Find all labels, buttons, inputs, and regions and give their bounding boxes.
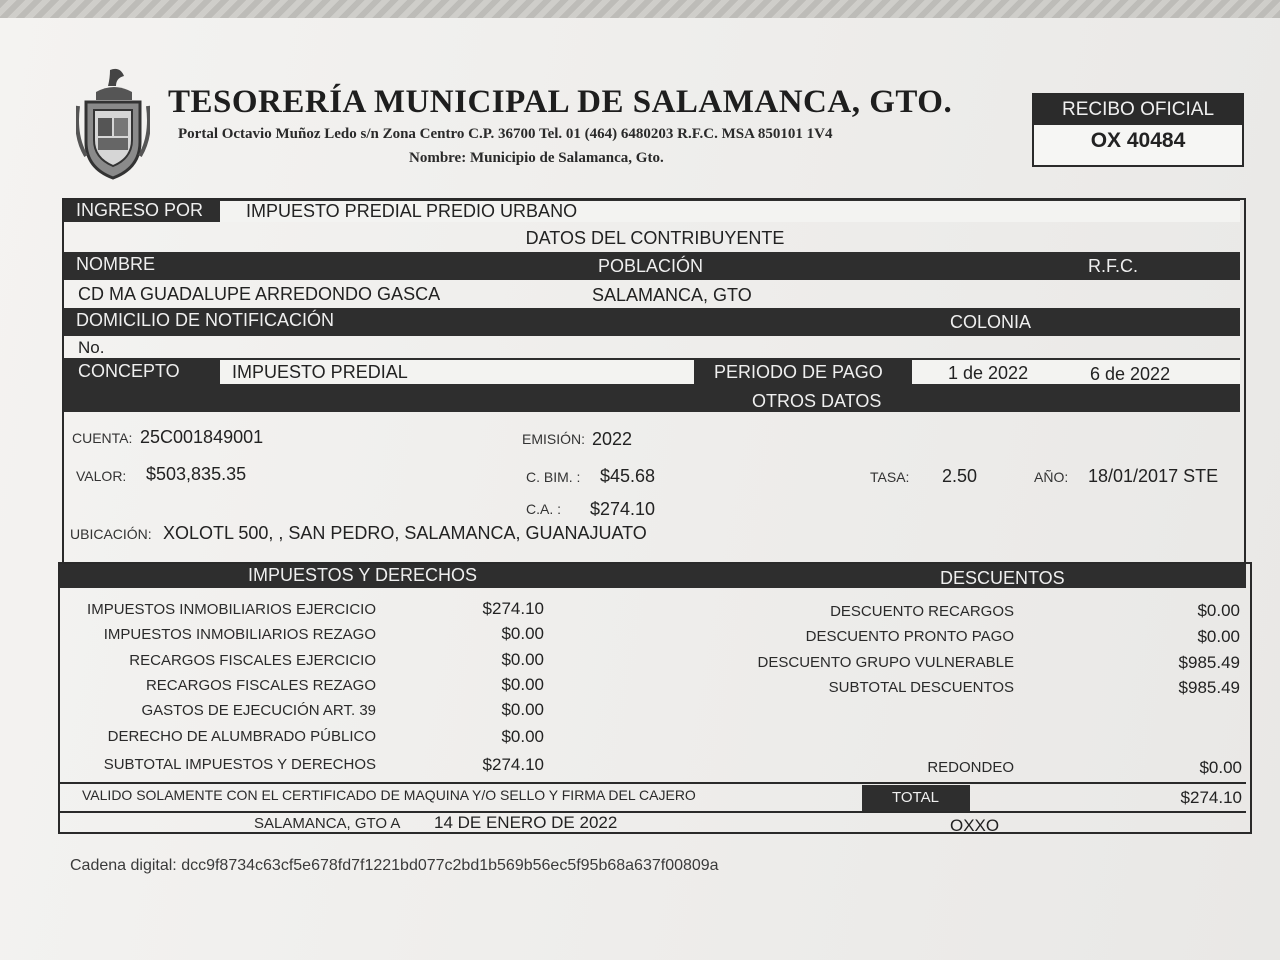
descuento-row-label: DESCUENTO GRUPO VULNERABLE bbox=[757, 654, 1014, 671]
treasury-name-line: Nombre: Municipio de Salamanca, Gto. bbox=[409, 150, 664, 166]
valor-value: $503,835.35 bbox=[146, 464, 247, 484]
recibo-label: RECIBO OFICIAL bbox=[1034, 95, 1242, 125]
redondeo-amount: $0.00 bbox=[1199, 758, 1242, 777]
impuesto-row-label: IMPUESTOS INMOBILIARIOS REZAGO bbox=[103, 626, 376, 643]
treasury-title: TESORERÍA MUNICIPAL DE SALAMANCA, GTO. bbox=[168, 84, 953, 120]
tasa-label: TASA: bbox=[870, 469, 910, 485]
concepto-label: CONCEPTO bbox=[78, 361, 180, 381]
impuesto-row-label: RECARGOS FISCALES EJERCICIO bbox=[129, 652, 376, 669]
cadena-digital: Cadena digital: dcc9f8734c63cf5e678fd7f1221bd077c2bd1b569b56ec5f95b68a637f00809a bbox=[70, 857, 719, 874]
coat-of-arms-icon bbox=[76, 66, 150, 184]
otros-datos-title: OTROS DATOS bbox=[752, 391, 882, 411]
datos-contribuyente-title: DATOS DEL CONTRIBUYENTE bbox=[525, 228, 785, 248]
divider bbox=[60, 782, 1246, 784]
impuesto-row-amount: $274.10 bbox=[482, 599, 544, 618]
numero-label: No. bbox=[78, 338, 105, 357]
total-amount: $274.10 bbox=[1180, 788, 1242, 807]
impuesto-row-amount: $0.00 bbox=[501, 650, 544, 669]
anio-label: AÑO: bbox=[1034, 469, 1069, 485]
ca-label: C.A. : bbox=[526, 501, 562, 517]
ingreso-label: INGRESO POR bbox=[76, 200, 204, 220]
impuestos-title: IMPUESTOS Y DERECHOS bbox=[248, 565, 478, 585]
anio-value: 18/01/2017 STE bbox=[1088, 466, 1219, 486]
ubicacion-label: UBICACIÓN: bbox=[70, 526, 152, 542]
impuesto-row-label: DERECHO DE ALUMBRADO PÚBLICO bbox=[107, 728, 376, 745]
impuesto-row-amount: $0.00 bbox=[501, 700, 544, 719]
emision-label: EMISIÓN: bbox=[522, 431, 586, 447]
otros-datos-bar bbox=[64, 386, 1240, 412]
impuestos-subtotal-label: SUBTOTAL IMPUESTOS Y DERECHOS bbox=[103, 756, 376, 773]
domicilio-label: DOMICILIO DE NOTIFICACIÓN bbox=[76, 310, 335, 330]
impuestos-descuentos-bar bbox=[60, 564, 1246, 588]
contribuyente-poblacion: SALAMANCA, GTO bbox=[592, 285, 752, 305]
ca-value: $274.10 bbox=[590, 499, 656, 519]
recibo-oficial-box bbox=[1032, 93, 1244, 167]
poblacion-label: POBLACIÓN bbox=[598, 256, 704, 276]
descuentos-subtotal-label: SUBTOTAL DESCUENTOS bbox=[828, 679, 1014, 696]
cbim-value: $45.68 bbox=[600, 466, 656, 486]
descuentos-title: DESCUENTOS bbox=[940, 568, 1065, 588]
descuento-row-label: DESCUENTO RECARGOS bbox=[830, 603, 1014, 620]
cuenta-label: CUENTA: bbox=[72, 430, 133, 446]
impuesto-row-label: GASTOS DE EJECUCIÓN ART. 39 bbox=[141, 702, 376, 719]
descuento-row-amount: $0.00 bbox=[1197, 627, 1240, 646]
valido-note: VALIDO SOLAMENTE CON EL CERTIFICADO DE MAQUINA Y/O SELLO Y FIRMA DEL CAJERO bbox=[82, 787, 696, 803]
ingreso-value: IMPUESTO PREDIAL PREDIO URBANO bbox=[246, 201, 578, 221]
nombre-label: NOMBRE bbox=[76, 254, 156, 274]
periodo-fin: 6 de 2022 bbox=[1090, 364, 1171, 384]
impuesto-row-amount: $0.00 bbox=[501, 624, 544, 643]
recibo-number: OX 40484 bbox=[1090, 129, 1186, 152]
divider bbox=[60, 811, 1246, 813]
descuentos-subtotal-amount: $985.49 bbox=[1178, 678, 1240, 697]
impuesto-row-label: RECARGOS FISCALES REZAGO bbox=[145, 677, 376, 694]
caja-value: OXXO bbox=[950, 816, 1000, 835]
impuesto-row-label: IMPUESTOS INMOBILIARIOS EJERCICIO bbox=[87, 601, 376, 618]
impuestos-subtotal-amount: $274.10 bbox=[482, 755, 544, 774]
valor-label: VALOR: bbox=[76, 468, 127, 484]
cuenta-value: 25C001849001 bbox=[140, 427, 264, 447]
periodo-label: PERIODO DE PAGO bbox=[714, 362, 883, 382]
emision-value: 2022 bbox=[592, 429, 633, 449]
descuento-row-amount: $985.49 bbox=[1178, 653, 1240, 672]
rfc-label: R.F.C. bbox=[1088, 256, 1139, 276]
periodo-inicio: 1 de 2022 bbox=[948, 363, 1029, 383]
treasury-address: Portal Octavio Muñoz Ledo s/n Zona Centro C.P. 36700 Tel. 01 (464) 6480203 R.F.C. MSA 850101 1V4 bbox=[178, 126, 833, 142]
redondeo-label: REDONDEO bbox=[927, 759, 1014, 776]
contribuyente-nombre: CD MA GUADALUPE ARREDONDO GASCA bbox=[78, 284, 441, 304]
ubicacion-value: XOLOTL 500, , SAN PEDRO, SALAMANCA, GUANAJUATO bbox=[163, 523, 647, 543]
tasa-value: 2.50 bbox=[942, 466, 978, 486]
lugar-label: SALAMANCA, GTO A bbox=[254, 815, 401, 832]
descuento-row-label: DESCUENTO PRONTO PAGO bbox=[805, 628, 1014, 645]
concepto-value: IMPUESTO PREDIAL bbox=[232, 362, 408, 382]
fecha-value: 14 DE ENERO DE 2022 bbox=[434, 813, 618, 832]
descuento-row-amount: $0.00 bbox=[1197, 601, 1240, 620]
cbim-label: C. BIM. : bbox=[526, 469, 581, 485]
impuesto-row-amount: $0.00 bbox=[501, 675, 544, 694]
total-label: TOTAL bbox=[892, 789, 939, 806]
impuesto-row-amount: $0.00 bbox=[501, 727, 544, 746]
colonia-label: COLONIA bbox=[950, 312, 1032, 332]
